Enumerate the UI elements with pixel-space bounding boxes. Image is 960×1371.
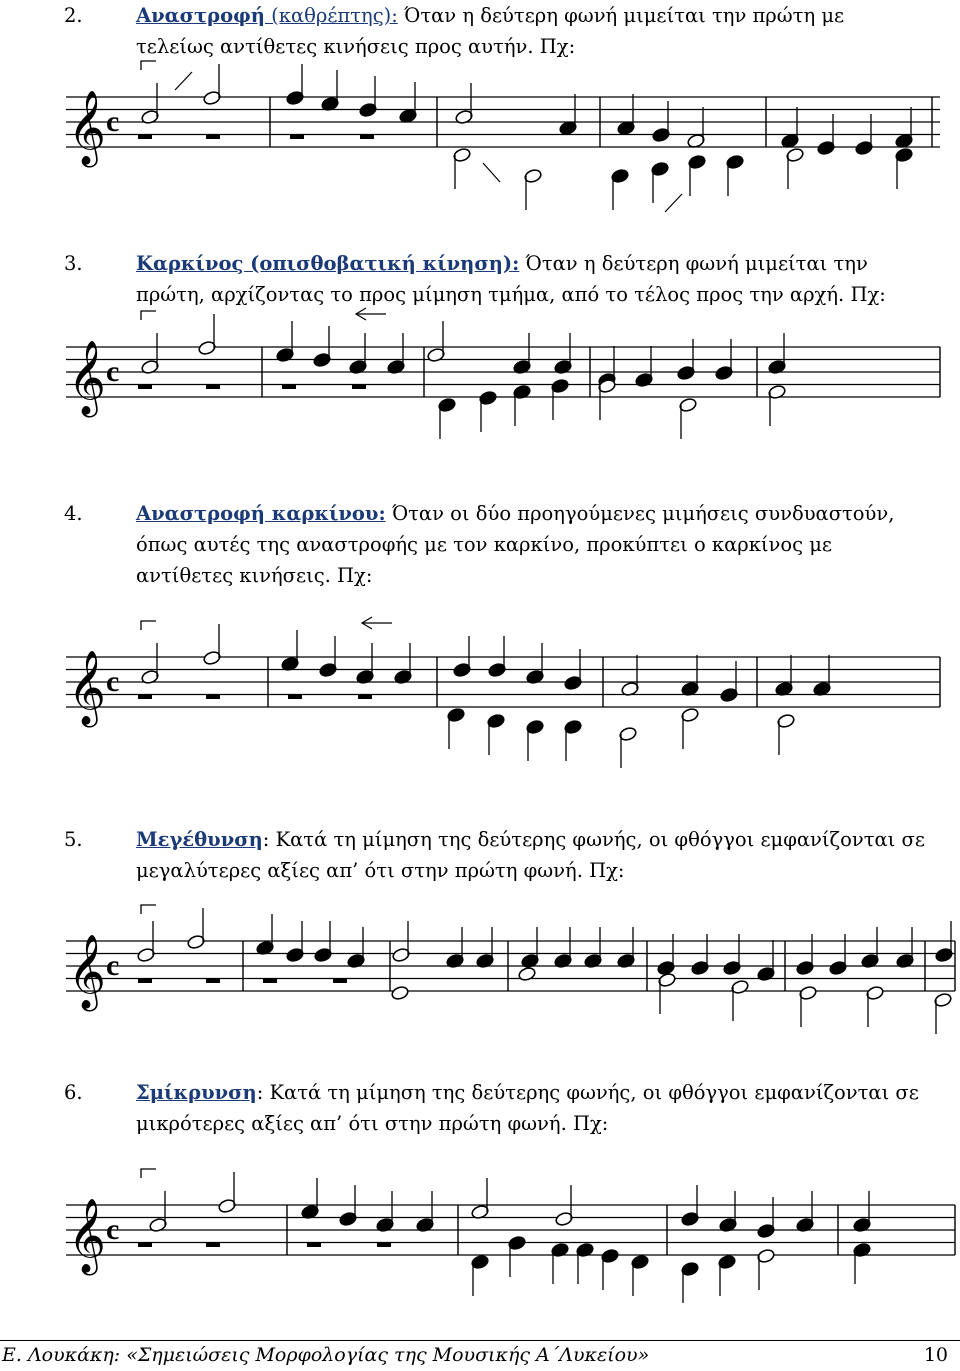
time-signature: c xyxy=(106,105,120,138)
section-number: 3. xyxy=(64,252,83,275)
half-rest xyxy=(206,134,220,139)
section-term: Αναστροφή καρκίνου: xyxy=(136,502,386,525)
treble-clef-icon: 𝄞 xyxy=(68,935,106,1009)
imitation-bracket xyxy=(141,1169,156,1178)
time-signature: c xyxy=(106,665,120,698)
imitation-bracket xyxy=(141,905,156,914)
note-head xyxy=(391,985,410,1001)
half-rest xyxy=(138,1242,152,1247)
half-rest xyxy=(352,384,366,389)
time-signature: c xyxy=(106,355,120,388)
imitation-bracket xyxy=(141,61,156,70)
section-body: Όταν η δεύτερη φωνή μιμείται την πρώτη με τελείως αντίθετες κινήσεις προς αυτήν. Πχ: xyxy=(136,4,845,58)
up-arrow-icon xyxy=(665,194,682,212)
time-signature: c xyxy=(106,1213,120,1246)
imitation-bracket xyxy=(141,621,156,630)
section-number: 5. xyxy=(64,828,83,851)
half-rest xyxy=(206,1242,220,1247)
footer-text: Ε. Λουκάκη: «Σημειώσεις Μορφολογίας της Μουσικής Α΄Λυκείου» xyxy=(2,1344,650,1366)
half-rest xyxy=(333,978,347,983)
section-term: Καρκίνος (οπισθοβατική κίνηση): xyxy=(136,252,520,275)
half-rest xyxy=(206,384,220,389)
section-body: : Κατά τη μίμηση της δεύτερης φωνής, οι φθόγγοι εμφανίζονται σε μικρότερες αξίες απ’ ότι στην πρώτη φωνή. Πχ: xyxy=(136,1081,919,1135)
half-rest xyxy=(288,694,302,699)
page-footer xyxy=(0,1340,960,1371)
half-rest xyxy=(360,134,374,139)
half-rest xyxy=(263,978,277,983)
section-number: 2. xyxy=(64,4,83,27)
half-rest xyxy=(138,694,152,699)
page-number: 10 xyxy=(923,1344,948,1366)
section-number: 6. xyxy=(64,1081,83,1104)
note-head xyxy=(518,966,537,982)
down-arrow-icon xyxy=(483,163,500,182)
half-rest xyxy=(282,384,296,389)
section-body: Όταν οι δύο προηγούμενες μιμήσεις συνδυαστούν, όπως αυτές της αναστροφής με τον καρκίνο, προκύπτει ο καρκίνος με αντίθετες κινήσεις. Πχ: xyxy=(136,502,895,587)
section-term: Αναστροφή xyxy=(136,4,265,27)
treble-clef-icon: 𝄞 xyxy=(68,91,106,165)
half-rest xyxy=(206,978,220,983)
half-rest xyxy=(206,694,220,699)
half-rest xyxy=(138,384,152,389)
half-rest xyxy=(358,694,372,699)
half-rest xyxy=(377,1242,391,1247)
section-number: 4. xyxy=(64,502,83,525)
half-rest xyxy=(290,134,304,139)
half-rest xyxy=(138,134,152,139)
section-term-extra: (καθρέπτης): xyxy=(264,4,398,27)
section-body: Όταν η δεύτερη φωνή μιμείται την πρώτη, αρχίζοντας το προς μίμηση τμήμα, από το τέλος προς την αρχή. Πχ: xyxy=(136,252,886,306)
section-body: : Κατά τη μίμηση της δεύτερης φωνής, οι φθόγγοι εμφανίζονται σε μεγαλύτερες αξίες απ’ ότι στην πρώτη φωνή. Πχ: xyxy=(136,828,925,882)
half-rest xyxy=(138,978,152,983)
time-signature: c xyxy=(106,949,120,982)
half-rest xyxy=(307,1242,321,1247)
up-arrow-icon xyxy=(175,72,192,90)
treble-clef-icon: 𝄞 xyxy=(68,651,106,725)
imitation-bracket xyxy=(141,311,156,320)
treble-clef-icon: 𝄞 xyxy=(68,341,106,415)
section-term: Σμίκρυνση xyxy=(136,1081,257,1104)
treble-clef-icon: 𝄞 xyxy=(68,1199,106,1273)
section-term: Μεγέθυνση xyxy=(136,828,263,851)
